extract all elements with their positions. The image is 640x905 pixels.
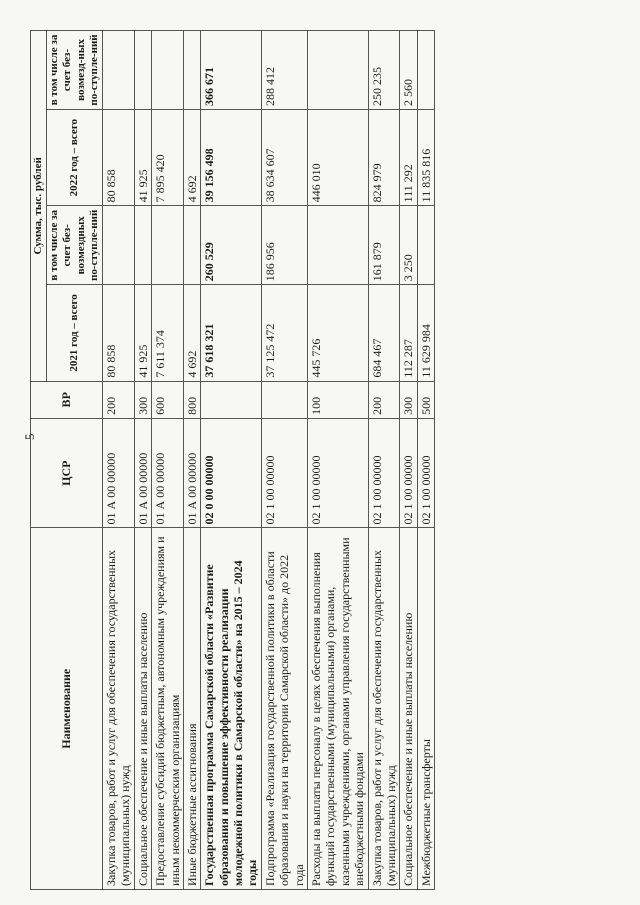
cell-name: Расходы на выплаты персоналу в целях обеспечения выполнения функций государственными (муниципальными) органами, казенными учреждениями, органами управления государственными внебюджетными фондами [308, 528, 369, 890]
cell-vr: 200 [368, 381, 400, 418]
cell-2022-incl [134, 31, 151, 110]
page-number: 5 [22, 433, 37, 440]
cell-2022-total: 80 858 [102, 109, 134, 205]
cell-2022-incl: 366 671 [201, 31, 262, 110]
cell-vr: 200 [102, 381, 134, 418]
cell-2022-total: 11 835 816 [417, 109, 434, 205]
cell-name: Закупка товаров, работ и услуг для обеспечения государственных (муниципальных) нужд [102, 528, 134, 890]
cell-2022-incl [417, 31, 434, 110]
cell-2022-total: 41 925 [134, 109, 151, 205]
cell-2021-incl [183, 206, 200, 285]
cell-2022-total: 39 156 498 [201, 109, 262, 205]
cell-2022-total: 7 895 420 [152, 109, 184, 205]
table-row [308, 31, 369, 890]
cell-2022-total: 111 292 [400, 109, 417, 205]
table-row [368, 31, 400, 890]
table-row [152, 31, 184, 890]
cell-2022-total: 4 692 [183, 109, 200, 205]
cell-name: Социальное обеспечение и иные выплаты населению [134, 528, 151, 890]
cell-2021-total: 80 858 [102, 285, 134, 381]
cell-2021-incl: 161 879 [368, 206, 400, 285]
cell-name: Государственная программа Самарской области «Развитие образования и повышение эффективности реализации молодежной политики в Самарской области» на 2015 – 2024 годы [201, 528, 262, 890]
cell-2021-total: 684 467 [368, 285, 400, 381]
cell-2021-incl [134, 206, 151, 285]
cell-name: Межбюджетные трансферты [417, 528, 434, 890]
table-header [31, 31, 103, 890]
cell-2022-total: 446 010 [308, 109, 369, 205]
cell-vr: 800 [183, 381, 200, 418]
cell-name: Предоставление субсидий бюджетным, автономным учреждениям и иным некоммерческим организациям [152, 528, 184, 890]
cell-2021-incl: 3 250 [400, 206, 417, 285]
cell-csr: 01 А 00 00000 [152, 418, 184, 528]
cell-2021-total: 37 125 472 [261, 285, 307, 381]
cell-2021-total: 37 618 321 [201, 285, 262, 381]
cell-vr: 300 [134, 381, 151, 418]
rotated-page [30, 30, 590, 890]
table-body [102, 31, 434, 890]
cell-vr: 100 [308, 381, 369, 418]
table-row [201, 31, 262, 890]
cell-name: Закупка товаров, работ и услуг для обеспечения государственных (муниципальных) нужд [368, 528, 400, 890]
cell-2021-incl: 186 956 [261, 206, 307, 285]
cell-2022-total: 824 979 [368, 109, 400, 205]
table-row [261, 31, 307, 890]
cell-2021-incl [152, 206, 184, 285]
cell-2021-total: 4 692 [183, 285, 200, 381]
cell-vr [201, 381, 262, 418]
header-csr: ЦСР [31, 418, 103, 528]
header-2021-total: 2021 год – всего [47, 285, 103, 381]
header-sum-group: Сумма, тыс. рублей [31, 31, 47, 382]
header-vr: ВР [31, 381, 103, 418]
table-row [134, 31, 151, 890]
cell-csr: 02 1 00 00000 [261, 418, 307, 528]
table-row [417, 31, 434, 890]
cell-2022-total: 38 634 607 [261, 109, 307, 205]
cell-vr: 300 [400, 381, 417, 418]
cell-2022-incl [183, 31, 200, 110]
header-2022-total: 2022 год – всего [47, 109, 103, 205]
cell-name: Подпрограмма «Реализация государственной политики в области образования и науки на территории Самарской области» до 2022 года [261, 528, 307, 890]
cell-2022-incl [152, 31, 184, 110]
cell-csr: 02 1 00 00000 [368, 418, 400, 528]
cell-2021-incl [308, 206, 369, 285]
budget-table [30, 30, 435, 890]
table-row [400, 31, 417, 890]
cell-csr: 02 1 00 00000 [400, 418, 417, 528]
table-row [183, 31, 200, 890]
cell-csr: 02 1 00 00000 [308, 418, 369, 528]
cell-2022-incl: 250 235 [368, 31, 400, 110]
cell-2021-incl [417, 206, 434, 285]
cell-csr: 01 А 00 00000 [183, 418, 200, 528]
cell-2022-incl: 288 412 [261, 31, 307, 110]
cell-vr: 500 [417, 381, 434, 418]
header-2021-incl: в том числе за счет без-возмездных по-ступле-ний [47, 206, 103, 285]
cell-2021-total: 7 611 374 [152, 285, 184, 381]
cell-name: Социальное обеспечение и иные выплаты населению [400, 528, 417, 890]
cell-csr: 01 А 00 00000 [102, 418, 134, 528]
cell-2021-incl [102, 206, 134, 285]
cell-2022-incl: 2 560 [400, 31, 417, 110]
cell-2021-total: 112 287 [400, 285, 417, 381]
cell-2022-incl [308, 31, 369, 110]
table-row [102, 31, 134, 890]
cell-2022-incl [102, 31, 134, 110]
cell-csr: 02 0 00 00000 [201, 418, 262, 528]
cell-vr [261, 381, 307, 418]
cell-csr: 01 А 00 00000 [134, 418, 151, 528]
header-name: Наименование [31, 528, 103, 890]
cell-2021-total: 11 629 984 [417, 285, 434, 381]
cell-2021-total: 445 726 [308, 285, 369, 381]
cell-2021-total: 41 925 [134, 285, 151, 381]
cell-2021-incl: 260 529 [201, 206, 262, 285]
cell-vr: 600 [152, 381, 184, 418]
cell-name: Иные бюджетные ассигнования [183, 528, 200, 890]
header-2022-incl: в том числе за счет без-возмезд-ных по-ступле-ний [47, 31, 103, 110]
cell-csr: 02 1 00 00000 [417, 418, 434, 528]
